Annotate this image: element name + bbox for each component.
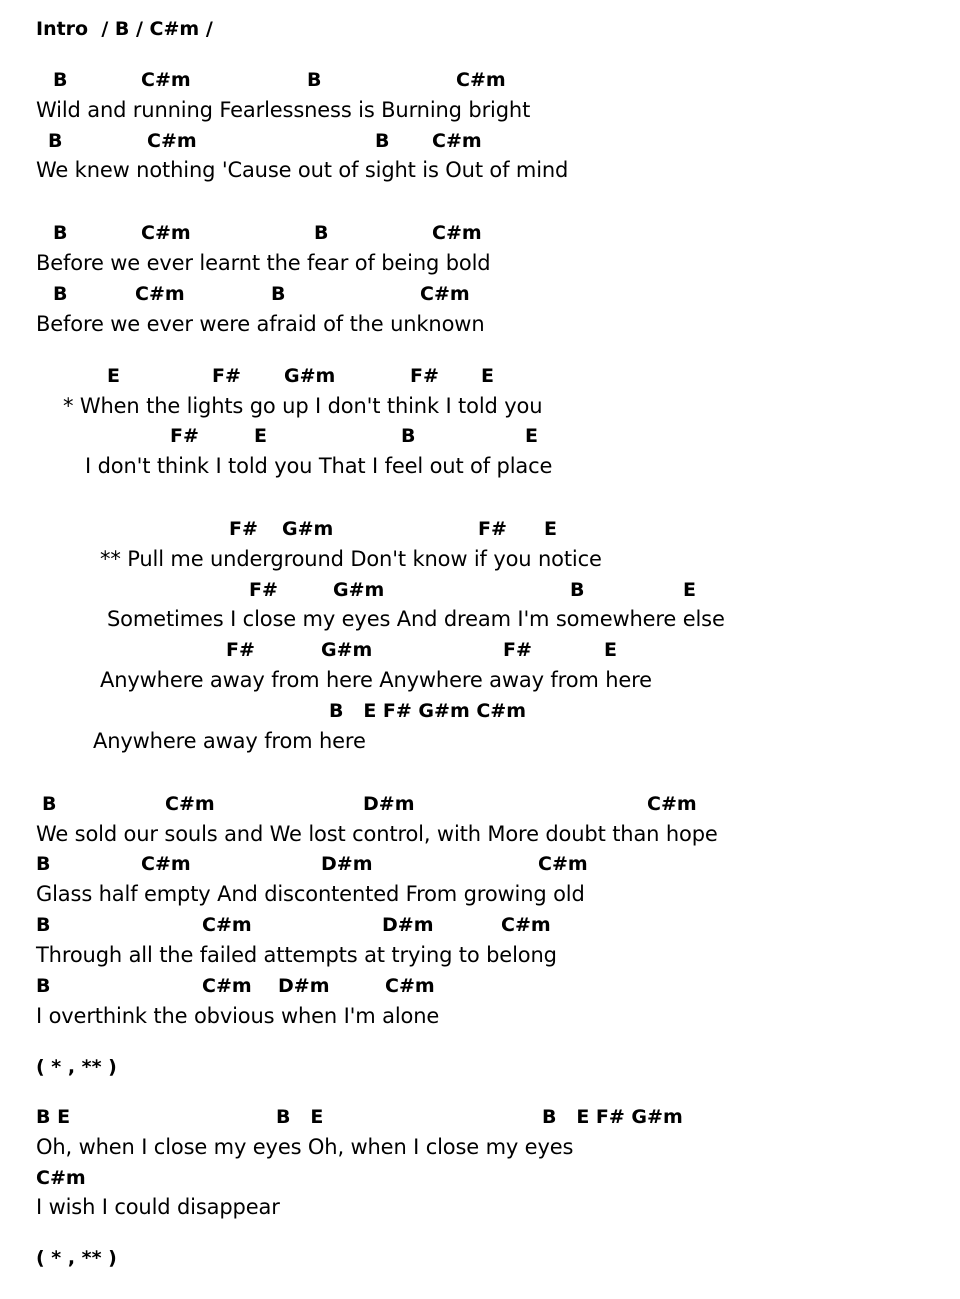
chord: C#m bbox=[202, 975, 252, 997]
chord: C#m bbox=[135, 283, 185, 305]
chord: F# bbox=[229, 518, 258, 540]
lyric: Wild and running Fearlessness is Burning bright bbox=[36, 98, 531, 122]
chord-group: B E bbox=[36, 1106, 71, 1128]
chord: B bbox=[271, 283, 286, 305]
lyric: Anywhere away from here bbox=[93, 729, 366, 753]
chord: C#m bbox=[141, 853, 191, 875]
chord: C#m bbox=[420, 283, 470, 305]
lyric: * When the lights go up I don't think I told you bbox=[63, 394, 543, 418]
chord: B bbox=[314, 222, 329, 244]
chord: B bbox=[307, 69, 322, 91]
chord: C#m bbox=[165, 793, 215, 815]
chord: F# bbox=[170, 425, 199, 447]
chord-line bbox=[0, 974, 960, 1004]
chord-line bbox=[0, 852, 960, 882]
chord: C#m bbox=[141, 69, 191, 91]
chord: C#m bbox=[432, 222, 482, 244]
lyric: Through all the failed attempts at trying to belong bbox=[36, 943, 557, 967]
chord-group: B E bbox=[276, 1106, 324, 1128]
repeat-label: ( * , ** ) bbox=[36, 1247, 117, 1269]
lyric-line bbox=[0, 667, 960, 697]
lyric: We knew nothing 'Cause out of sight is Out of mind bbox=[36, 158, 569, 182]
chord: G#m bbox=[284, 365, 336, 387]
chord: B bbox=[375, 130, 390, 152]
lyric: I wish I could disappear bbox=[36, 1195, 280, 1219]
lyric-line bbox=[0, 250, 960, 280]
lyric: Glass half empty And discontented From growing old bbox=[36, 882, 585, 906]
chord: E bbox=[525, 425, 538, 447]
lyric-line bbox=[0, 606, 960, 636]
chord-line bbox=[0, 364, 960, 394]
chord-line bbox=[0, 913, 960, 943]
chord: F# bbox=[410, 365, 439, 387]
chord: G#m bbox=[321, 639, 373, 661]
chord: E bbox=[544, 518, 557, 540]
repeat-marker bbox=[0, 1055, 960, 1085]
chord: C#m bbox=[385, 975, 435, 997]
lyric: I overthink the obvious when I'm alone bbox=[36, 1004, 440, 1028]
lyric-line bbox=[0, 942, 960, 972]
lyric-line bbox=[0, 453, 960, 483]
lyric-line bbox=[0, 157, 960, 187]
repeat-label: ( * , ** ) bbox=[36, 1056, 117, 1078]
lyric-line bbox=[0, 546, 960, 576]
intro-label: Intro / B / C#m / bbox=[36, 18, 213, 40]
chord: B bbox=[36, 914, 51, 936]
lyric: I don't think I told you That I feel out of place bbox=[85, 454, 553, 478]
chord: C#m bbox=[147, 130, 197, 152]
chord: C#m bbox=[202, 914, 252, 936]
chord-line bbox=[0, 699, 960, 729]
lyric-line bbox=[0, 97, 960, 127]
chord: D#m bbox=[278, 975, 330, 997]
chord: B bbox=[36, 975, 51, 997]
chord: E bbox=[683, 579, 696, 601]
intro-line bbox=[0, 17, 960, 47]
chord-group: B E F# G#m bbox=[542, 1106, 683, 1128]
chord: D#m bbox=[382, 914, 434, 936]
chord: C#m bbox=[36, 1167, 86, 1189]
chord: B bbox=[53, 283, 68, 305]
lyric: Anywhere away from here Anywhere away from here bbox=[100, 668, 652, 692]
chord: E bbox=[107, 365, 120, 387]
chord: B bbox=[48, 130, 63, 152]
lyric-line bbox=[0, 881, 960, 911]
chord: E bbox=[481, 365, 494, 387]
chord-line bbox=[0, 517, 960, 547]
chord: C#m bbox=[501, 914, 551, 936]
chord: B bbox=[53, 69, 68, 91]
chord: G#m bbox=[333, 579, 385, 601]
chord: D#m bbox=[321, 853, 373, 875]
chord: C#m bbox=[456, 69, 506, 91]
chord: C#m bbox=[538, 853, 588, 875]
lyric-line bbox=[0, 393, 960, 423]
chord: E bbox=[254, 425, 267, 447]
chord: D#m bbox=[363, 793, 415, 815]
chord: B bbox=[401, 425, 416, 447]
repeat-marker bbox=[0, 1246, 960, 1276]
lyric: Before we ever were afraid of the unknown bbox=[36, 312, 485, 336]
chord: F# bbox=[478, 518, 507, 540]
lyric: Oh, when I close my eyes Oh, when I close my eyes bbox=[36, 1135, 574, 1159]
lyric-line bbox=[0, 1003, 960, 1033]
chord-line bbox=[0, 578, 960, 608]
chord: B bbox=[570, 579, 585, 601]
chord: C#m bbox=[647, 793, 697, 815]
chord-group: B E F# G#m C#m bbox=[329, 700, 527, 722]
chord-line bbox=[0, 792, 960, 822]
lyric: We sold our souls and We lost control, with More doubt than hope bbox=[36, 822, 718, 846]
chord: B bbox=[42, 793, 57, 815]
chord: F# bbox=[226, 639, 255, 661]
chord-line bbox=[0, 1105, 960, 1135]
chord: C#m bbox=[141, 222, 191, 244]
lyric-line bbox=[0, 821, 960, 851]
lyric-line bbox=[0, 1194, 960, 1224]
chord: B bbox=[36, 853, 51, 875]
chord-line bbox=[0, 1166, 960, 1196]
chord-line bbox=[0, 221, 960, 251]
chord-line bbox=[0, 129, 960, 159]
chord: F# bbox=[212, 365, 241, 387]
chord-line bbox=[0, 638, 960, 668]
chord: F# bbox=[249, 579, 278, 601]
lyric-line bbox=[0, 1134, 960, 1164]
lyric: Before we ever learnt the fear of being bold bbox=[36, 251, 491, 275]
chord-line bbox=[0, 68, 960, 98]
chord: B bbox=[53, 222, 68, 244]
lyric: Sometimes I close my eyes And dream I'm somewhere else bbox=[107, 607, 725, 631]
chord: G#m bbox=[282, 518, 334, 540]
chord-line bbox=[0, 424, 960, 454]
chord: E bbox=[604, 639, 617, 661]
chord: F# bbox=[503, 639, 532, 661]
chord: C#m bbox=[432, 130, 482, 152]
lyric-line bbox=[0, 728, 960, 758]
chord-line bbox=[0, 282, 960, 312]
lyric-line bbox=[0, 311, 960, 341]
lyric: ** Pull me underground Don't know if you notice bbox=[100, 547, 602, 571]
